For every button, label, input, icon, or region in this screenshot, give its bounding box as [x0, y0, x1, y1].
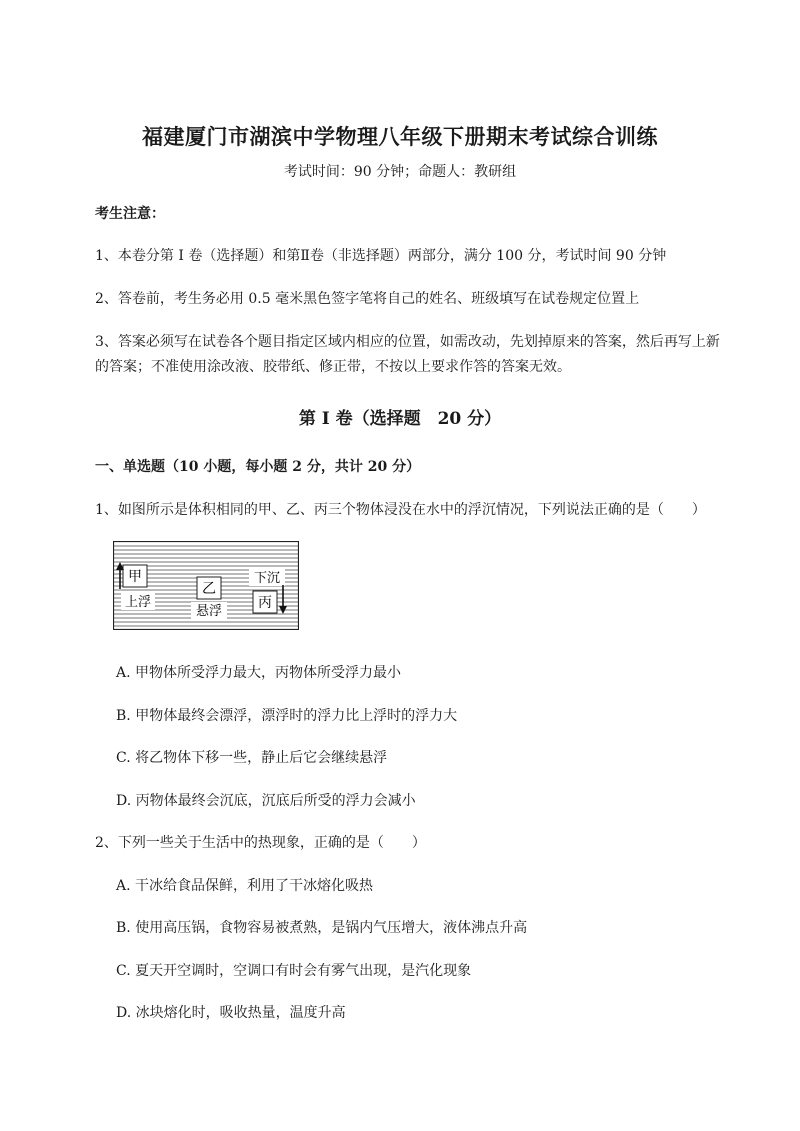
q1-option-d: D. 丙物体最终会沉底，沉底后所受的浮力会减小 [116, 793, 416, 809]
object-bing-label: 丙 [258, 595, 272, 611]
label-xuanfu: 悬浮 [195, 604, 223, 619]
label-shangfu: 上浮 [124, 595, 152, 610]
water-tank-diagram [113, 541, 299, 630]
q2-option-a: A. 干冰给食品保鲜，利用了干冰熔化吸热 [116, 878, 374, 894]
notice-item-3-cont: 的答案；不准使用涂改液、胶带纸、修正带，不按以上要求作答的答案无效。 [95, 359, 571, 375]
q1-option-b: B. 甲物体最终会漂浮，漂浮时的浮力比上浮时的浮力大 [116, 708, 458, 724]
section-title: 第 I 卷（选择题 20 分） [298, 409, 502, 429]
question-1-stem: 1、如图所示是体积相同的甲、乙、丙三个物体浸没在水中的浮沉情况，下列说法正确的是（ ） [95, 502, 706, 518]
part-heading: 一、单选题（10 小题，每小题 2 分，共计 20 分） [95, 459, 421, 475]
label-xiachen: 下沉 [253, 571, 281, 586]
q2-option-b: B. 使用高压锅，食物容易被煮熟，是锅内气压增大，液体沸点升高 [116, 920, 528, 936]
q2-option-c: C. 夏天开空调时，空调口有时会有雾气出现，是汽化现象 [116, 963, 472, 979]
notice-item-2: 2、答卷前，考生务必用 0.5 毫米黑色签字笔将自己的姓名、班级填写在试卷规定位置上 [95, 291, 640, 307]
question-2-stem: 2、下列一些关于生活中的热现象，正确的是（ ） [95, 835, 426, 851]
page-title: 福建厦门市湖滨中学物理八年级下册期末考试综合训练 [142, 124, 658, 149]
object-jia-label: 甲 [128, 569, 142, 585]
object-yi-label: 乙 [202, 581, 216, 597]
exam-info: 考试时间：90 分钟；命题人：教研组 [283, 164, 517, 180]
q2-option-d: D. 冰块熔化时，吸收热量，温度升高 [116, 1005, 346, 1021]
notice-item-3: 3、答案必须写在试卷各个题目指定区域内相应的位置，如需改动，先划掉原来的答案，然后再写上新 [95, 334, 720, 350]
buoyancy-figure [113, 541, 299, 630]
q1-option-a: A. 甲物体所受浮力最大，丙物体所受浮力最小 [116, 665, 402, 681]
q1-option-c: C. 将乙物体下移一些，静止后它会继续悬浮 [116, 750, 388, 766]
notice-item-1: 1、本卷分第 I 卷（选择题）和第Ⅱ卷（非选择题）两部分，满分 100 分，考试时间 90 分钟 [95, 248, 667, 264]
notice-heading: 考生注意： [95, 206, 165, 222]
